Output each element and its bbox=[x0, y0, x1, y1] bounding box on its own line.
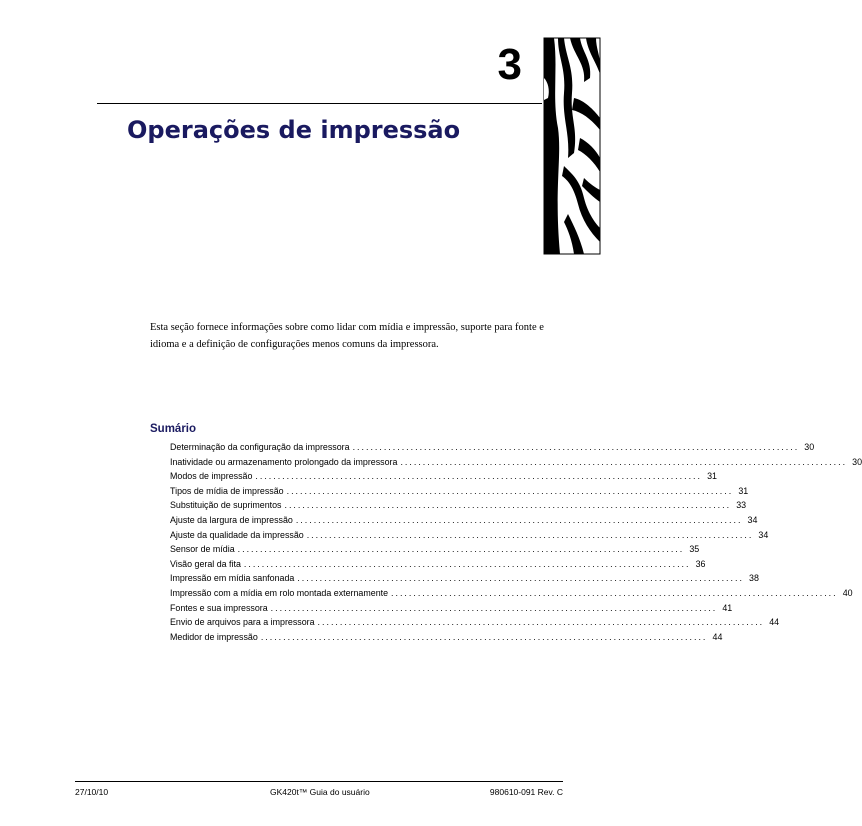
toc-leader-dots: .................................................................................................... bbox=[255, 471, 702, 482]
toc-leader-dots: .................................................................................................... bbox=[270, 602, 718, 613]
toc-leader-dots: .................................................................................................... bbox=[297, 573, 744, 584]
toc-entry-page: 40 bbox=[842, 587, 853, 598]
footer-doc-number: 980610-091 Rev. C bbox=[489, 787, 563, 797]
chapter-title: Operações de impressão bbox=[127, 116, 461, 144]
toc-list bbox=[170, 440, 862, 644]
toc-leader-dots: .................................................................................................... bbox=[306, 529, 754, 540]
header-rule bbox=[97, 103, 542, 104]
toc-entry-page: 31 bbox=[707, 471, 717, 482]
toc-entry[interactable] bbox=[170, 557, 706, 572]
toc-entry-page: 41 bbox=[722, 602, 733, 613]
zebra-stripes-logo bbox=[544, 38, 600, 254]
toc-entry-title: Envio de arquivos para a impressora bbox=[170, 617, 315, 628]
toc-entry-title: Visão geral da fita bbox=[170, 558, 241, 569]
toc-entry-title: Modos de impressão bbox=[170, 471, 253, 482]
toc-entry[interactable] bbox=[170, 571, 759, 586]
toc-entry-title: Medidor de impressão bbox=[170, 631, 258, 642]
toc-entry[interactable] bbox=[170, 498, 747, 513]
toc-entry[interactable] bbox=[170, 440, 815, 455]
chapter-number: 3 bbox=[497, 40, 522, 89]
toc-entry[interactable] bbox=[170, 469, 717, 484]
toc-entry[interactable] bbox=[170, 615, 780, 630]
toc-entry-page: 30 bbox=[804, 442, 815, 452]
toc-entry-page: 38 bbox=[749, 573, 759, 584]
toc-entry-title: Substituição de suprimentos bbox=[170, 500, 282, 511]
toc-entry[interactable] bbox=[170, 542, 700, 557]
toc-entry-title: Determinação da configuração da impressora bbox=[170, 442, 350, 452]
toc-entry-title: Ajuste da largura de impressão bbox=[170, 514, 293, 525]
toc-leader-dots: .................................................................................................... bbox=[237, 544, 685, 555]
toc-entry-title: Tipos de mídia de impressão bbox=[170, 485, 284, 496]
intro-paragraph: Esta seção fornece informações sobre como lidar com mídia e impressão, suporte para fonte e idioma e a definição de configurações menos comuns da impressora. bbox=[150, 322, 544, 350]
toc-entry-page: 36 bbox=[695, 558, 706, 569]
toc-leader-dots: .................................................................................................... bbox=[284, 500, 732, 511]
toc-leader-dots: .................................................................................................... bbox=[352, 442, 800, 452]
toc-leader-dots: .................................................................................................... bbox=[260, 631, 708, 642]
toc-entry-page: 31 bbox=[738, 485, 749, 496]
toc-entry-page: 44 bbox=[769, 617, 780, 628]
footer-rule bbox=[75, 781, 563, 782]
toc-entry-title: Sensor de mídia bbox=[170, 544, 235, 555]
toc-entry[interactable] bbox=[170, 586, 853, 601]
toc-entry[interactable] bbox=[170, 601, 733, 616]
toc-entry-title: Impressão em mídia sanfonada bbox=[170, 573, 295, 584]
toc-entry-page: 30 bbox=[852, 456, 862, 467]
toc-entry[interactable] bbox=[170, 528, 769, 543]
toc-entry-page: 34 bbox=[758, 529, 769, 540]
toc-entry-page: 44 bbox=[712, 631, 723, 642]
toc-leader-dots: .................................................................................................... bbox=[295, 514, 743, 525]
toc-entry-page: 34 bbox=[747, 514, 758, 525]
toc-leader-dots: .................................................................................................... bbox=[286, 485, 734, 496]
toc-leader-dots: .................................................................................................... bbox=[391, 587, 838, 598]
toc-entry[interactable] bbox=[170, 630, 723, 645]
toc-leader-dots: .................................................................................................... bbox=[400, 456, 848, 467]
toc-entry-title: Ajuste da qualidade da impressão bbox=[170, 529, 304, 540]
toc-entry-title: Impressão com a mídia em rolo montada externamente bbox=[170, 587, 389, 598]
toc-entry[interactable] bbox=[170, 513, 758, 528]
toc-leader-dots: .................................................................................................... bbox=[317, 617, 765, 628]
toc-entry-page: 35 bbox=[689, 544, 700, 555]
footer-guide-title: GK420t™ Guia do usuário bbox=[270, 787, 370, 797]
toc-leader-dots: .................................................................................................... bbox=[243, 558, 691, 569]
toc-entry[interactable] bbox=[170, 455, 862, 470]
toc-entry[interactable] bbox=[170, 484, 749, 499]
toc-entry-title: Inatividade ou armazenamento prolongado da impressora bbox=[170, 456, 398, 467]
toc-entry-title: Fontes e sua impressora bbox=[170, 602, 268, 613]
footer-date: 27/10/10 bbox=[75, 787, 109, 797]
toc-heading: Sumário bbox=[150, 423, 197, 435]
toc-entry-page: 33 bbox=[736, 500, 747, 511]
